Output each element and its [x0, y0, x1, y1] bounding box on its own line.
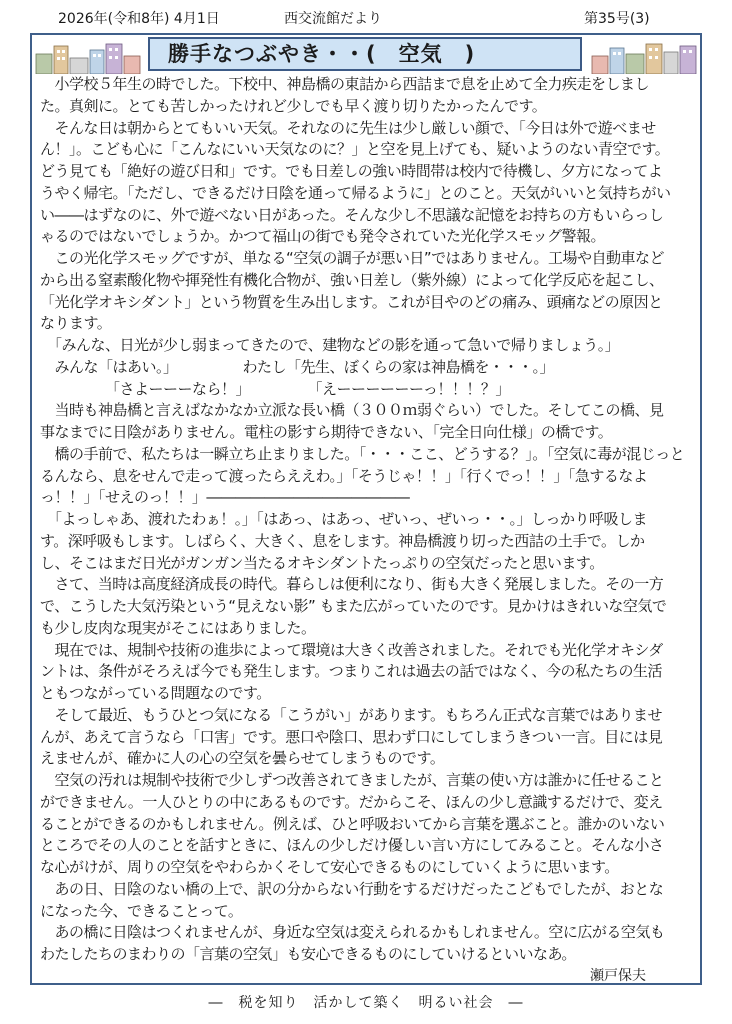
page-header	[0, 8, 732, 30]
article-line: そんな日は朝からとてもいい天気。それなのに先生は少し厳しい顔で、「今日は外で遊べませ	[40, 118, 656, 137]
article-line: 「よっしゃあ、渡れたわぁ！。」「はあっ、はあっ、ぜいっ、ぜいっ・・。」しっかり呼吸しま	[40, 510, 647, 528]
article-line: あの日、日陰のない橋の上で、訳の分からない行動をするだけだったこどもでしたが、おとな	[40, 879, 664, 898]
article-line: になった今、できることって。	[40, 901, 243, 920]
article-line: から出る窒素酸化物や揮発性有機化合物が、強い日差し（紫外線）によって化学反応を起こし、	[40, 270, 664, 289]
article-line: な心がけが、周りの空気をやわらかくそして安心できるものにしていくように思います。	[40, 858, 619, 876]
buildings-left-icon	[34, 40, 144, 74]
article-title: 勝手なつぶやき・・( 空気 )	[148, 37, 582, 71]
article-body	[40, 74, 692, 966]
article-line: ができません。一人ひとりの中にあるものです。だからこそ、ほんの少し意識するだけで、変え	[40, 792, 663, 811]
article-line: 「光化学オキシダント」という物質を生み出します。これが目やのどの痛み、頭痛などの原因と	[40, 292, 663, 311]
article-line: た。真剣に。とても苦しかったけれど少しでも早く渡り切りたかったんです。	[40, 96, 547, 115]
article-line: わたしたちのまわりの「言葉の空気」も安心できるものにしていけるといいなあ。	[40, 945, 576, 963]
article-line: えませんが、確かに人の心の空気を曇らせてしまうものです。	[40, 749, 445, 768]
article-line: ん！」。こども心に「こんなにいい天気なのに？」と空を見上げても、疑いようのない青空です。	[40, 140, 670, 159]
article-line: で、こうした大気汚染という“見えない影” もまた広がっていたのです。見かけはきれいな空気で	[40, 597, 667, 615]
article-line: るんなら、息をせんで走って渡ったらええわ。」「そうじゃ！！」「行くでっ！！」「急するなよ	[40, 466, 648, 485]
author-name: 瀬戸保夫	[590, 968, 646, 984]
article-line: し、そこはまだ日光がガンガン当たるオキシダントたっぷりの空気だったと思います。	[40, 553, 604, 572]
issue-number: 第35号(3)	[584, 11, 650, 27]
article-line: 小学校５年生の時でした。下校中、神島橋の東詰から西詰まで息を止めて全力疾走をしまし	[40, 75, 650, 93]
article-line: なります。	[40, 314, 112, 333]
article-line: 現在では、規制や技術の進歩によって環境は大きく改善されました。それでも光化学オキシダ	[40, 640, 663, 659]
article-line: ントは、条件がそろえば今でも発生します。つまりこれは過去の話ではなく、今の私たちの生活	[40, 662, 663, 681]
article-line: 事なまでに日陰がありません。電柱の影すら期待できない、「完全日向仕様」の橋です。	[40, 423, 613, 441]
article-line: 当時も神島橋と言えばなかなか立派な長い橋（３００ｍ弱ぐらい）でした。そしてこの橋、見	[40, 401, 664, 420]
article-line: ところでその人のことを話すときに、ほんの少しだけ優しい言い方にしてみること。そんな小さ	[40, 836, 664, 855]
article-line: みんな「はあい。」 わたし「先生、ぼくらの家は神島橋を・・・。」	[40, 357, 555, 376]
article-line: どう見ても「絶好の遊び日和」です。でも日差しの強い時間帯は校内で待機し、夕方になってよ	[40, 162, 663, 180]
article-line: さて、当時は高度経済成長の時代。暮らしは便利になり、街も大きく発展しました。その一方	[40, 575, 664, 594]
article-line: この光化学スモッグですが、単なる“空気の調子が悪い日”ではありません。工場や自動車など	[40, 249, 664, 267]
footer-slogan: ― 税を知り 活かして築く 明るい社会 ―	[208, 995, 524, 1011]
issue-date: 2026年(令和8年) 4月1日	[58, 11, 220, 27]
article-line: ともつながっている問題なのです。	[40, 684, 271, 702]
buildings-right-icon	[590, 40, 700, 74]
article-line: い――はずなのに、外で遊べない日があった。そんな少し不思議な記憶をお持ちの方もいらっし	[40, 205, 664, 224]
article-line: す。深呼吸もします。しばらく、大きく、息をします。神島橋渡り切った西詰の土手で。しか	[40, 531, 645, 550]
article-line: 空気の汚れは規制や技術で少しずつ改善されてきましたが、言葉の使い方は誰かに任せること	[40, 771, 664, 789]
article-line: ることができるのかもしれません。例えば、ひと呼吸おいてから言葉を選ぶこと。誰かのいない	[40, 814, 665, 833]
article-line: 「みんな、日光が少し弱まってきたので、建物などの影を通って急いで帰りましょう。」	[40, 336, 620, 354]
article-line: うやく帰宅。「ただし、できるだけ日陰を通って帰るように」とのこと。天気がいいと気持ちがい	[40, 183, 671, 202]
article-line: ゃるのではないでしょうか。かつて福山の街でも発令されていた光化学スモッグ警報。	[40, 227, 606, 246]
article-line: そして最近、もうひとつ気になる「こうがい」があります。もちろん正式な言葉ではありませ	[40, 705, 663, 724]
article-line: も少し皮肉な現実がそこにはありました。	[40, 618, 316, 637]
article-line: 「さよーーーなら！」 「えーーーーーーっ！！！？」	[40, 379, 510, 398]
article-line: んが、あえて言うなら「口害」です。悪口や陰口、思わず口にしてしまうきつい一言。目には見	[40, 727, 663, 746]
newsletter-name: 西交流館だより	[284, 11, 382, 27]
article-line: っ！！」「せえのっ！！」――――――――――――――	[40, 488, 410, 507]
article-line: 橋の手前で、私たちは一瞬立ち止まりました。「・・・ここ、どうする？」。「空気に毒が混じっと	[40, 444, 685, 463]
article-line: あの橋に日陰はつくれませんが、身近な空気は変えられるかもしれません。空に広がる空気も	[40, 923, 665, 942]
